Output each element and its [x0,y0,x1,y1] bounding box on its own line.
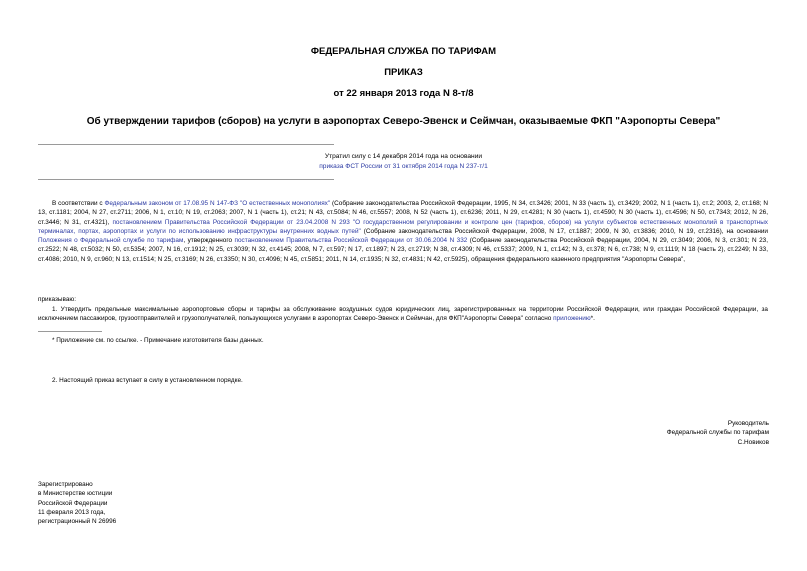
preamble-paragraph: В соответствии с Федеральным законом от 17.08.95 N 147-ФЗ "О естественных монополиях" (Собрание законодательства Российской Федерации, 1995, N 34, ст.3426; 2001, N 33 (часть 1), ст.3429; 2002, N 1 (часть 1), ст.2; 2003, 2, ст.168; N 13, ст.1181; 2004, N 27, ст.2711; 2006, N 1, ст.10; N 19, ст.2063; 2007, N 1 (часть 1), ст.21; N 43, ст.5084; N 46, ст.5557; 2008, N 52 (часть 1), ст.6236; 2011, N 29, ст.4281; N 30 (часть 1), ст.4590; N 30 (часть 1), ст.4596; N 50, ст.7343; 2012, N 26, ст.3446; N 31, ст.4321), постановлением Правительства Российской Федерации от 23.04.2008 N 293 "О государственном регулировании и контроле цен (тарифов, сборов) на услуги субъектов естественных монополий в транспортных терминалах, портах, аэропортах и услуги по использованию инфраструктуры внутренних водных путей" (Собрание законодательства Российской Федерации, 2008, N 17, ст.1887; 2009, N 30, ст.3836; 2010, N 19, ст.2316), на основании Положения о Федеральной службе по тарифам, утвержденного постановлением Правительства Российской Федерации от 30.06.2004 N 332 (Собрание законодательства Российской Федерации, 2004, N 29, ст.3049; 2006, N 3, ст.301; N 23, ст.2522; N 48, ст.5032; N 50, ст.5354; 2007, N 16, ст.1912; N 25, ст.3039; N 32, ст.4145; 2008, N 7, ст.597; N 17, ст.1897; N 23, ст.2719; N 38, ст.4309; N 46, ст.5337; 2009, N 1, ст.142; N 3, ст.378; N 6, ст.738; N 9, ст.1119; N 18 (часть 2), ст.2249; N 33, ст.4086; 2010, N 9, ст.960; N 13, ст.1514; N 25, ст.3169; N 26, ст.3350; N 30, ст.4096; N 45, ст.5851; 2011, N 14, ст.1935; N 32, ст.4831; N 42, ст.5925), обращения федерального казенного предприятия "Аэропорты Севера", [38,200,768,263]
fst-regulation-link[interactable]: Положения о Федеральной службе по тарифам [38,237,184,245]
divider-bottom [38,179,334,180]
repeal-notice-text: Утратил силу с 14 декабря 2014 года на основании [324,153,483,160]
order-word: приказываю: [38,296,76,303]
repeal-notice [0,152,807,172]
federal-law-link[interactable]: Федеральным законом от 17.08.95 N 147-ФЗ "О естественных монополиях" [104,200,331,207]
divider-top [38,144,334,145]
appendix-link[interactable]: приложению [553,315,591,323]
footnote-divider [38,331,102,332]
item-1: 1. Утвердить предельные максимальные аэропортовые сборы и тарифы за обслуживание воздушных судов юридических лиц, зарегистрированных на территории Российской Федерации, или граждан Российской Федерации, за исключением пассажиров, грузоотправителей и грузополучателей, пользующихся услугами в аэропортах Северо-Эвенск и Сеймчан, для ФКП"Аэропорты Севера" согласно приложению*. [38,306,768,323]
doc-date: от 22 января 2013 года N 8-т/8 [333,88,474,99]
signature-position: Руководитель [727,420,769,427]
agency-title: ФЕДЕРАЛЬНАЯ СЛУЖБА ПО ТАРИФАМ [310,46,497,57]
registration-block: Зарегистрировано в Министерстве юстиции Российской Федерации 11 февраля 2013 года, регистрационный N 26996 [38,481,117,526]
doc-type: ПРИКАЗ [384,67,423,78]
item-2: 2. Настоящий приказ вступает в силу в установленном порядке. [52,377,243,384]
signature-name: С.Новиков [737,438,769,446]
page-title: Об утверждении тарифов (сборов) на услуги в аэропортах Северо-Эвенск и Сеймчан, оказываемые ФКП "Аэропорты Севера" [86,116,721,127]
repeal-order-link[interactable]: приказа ФСТ России от 31 октября 2014 года N 237-т/1 [319,163,488,170]
signature-organization: Федеральной службы по тарифам [666,429,769,437]
signature-block [667,419,769,447]
footnote: * Приложение см. по ссылке. - Примечание изготовителя базы данных. [52,337,264,344]
government-resolution-293-link[interactable]: постановлением Правительства Российской Федерации от 23.04.2008 N 293 "О государственном регулировании и контроле цен (тарифов, сборов) на услуги субъектов естественных монополий в транспортных терминалах, портах, аэропортах и услуги по использованию инфраструктуры внутренних водных путей" [38,218,768,235]
government-resolution-332-link[interactable]: постановлением Правительства Российской Федерации от 30.06.2004 N 332 [234,237,468,245]
